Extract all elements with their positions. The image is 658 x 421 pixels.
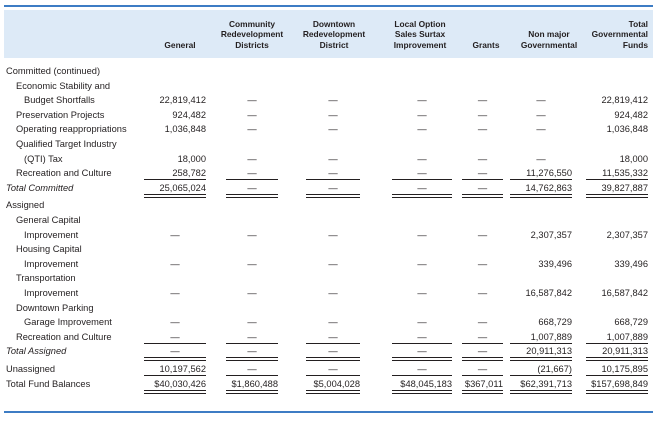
header-downtown: Downtown Redevelopment District bbox=[302, 18, 366, 50]
table-row bbox=[0, 198, 658, 212]
table-row bbox=[0, 242, 658, 256]
cell-local: — bbox=[417, 364, 427, 374]
cell-general: — bbox=[170, 258, 180, 269]
row-label: Improvement bbox=[24, 258, 79, 269]
cell-cra: — bbox=[247, 124, 257, 135]
top-rule bbox=[4, 5, 653, 7]
table-row bbox=[0, 301, 658, 315]
cell-cra: — bbox=[247, 168, 257, 179]
table-row bbox=[0, 93, 658, 107]
cell-total: 339,496 bbox=[614, 258, 648, 269]
cell-general: 18,000 bbox=[177, 153, 206, 164]
table-row bbox=[0, 122, 658, 136]
cell-local: — bbox=[417, 317, 427, 328]
table-row bbox=[0, 257, 658, 271]
row-label: Economic Stability and bbox=[16, 80, 111, 91]
cell-local: — bbox=[417, 331, 427, 342]
row-label: (QTI) Tax bbox=[24, 153, 63, 164]
cell-local: — bbox=[417, 229, 427, 240]
cell-total: 1,036,848 bbox=[606, 124, 648, 135]
double-underline bbox=[510, 390, 572, 394]
cell-downtown: — bbox=[328, 288, 338, 298]
cell-local: — bbox=[417, 124, 427, 135]
cell-nonmajor: 20,911,313 bbox=[526, 346, 572, 357]
table-row bbox=[0, 286, 658, 300]
cell-general: 924,482 bbox=[172, 109, 206, 120]
table-row bbox=[0, 137, 658, 151]
table-row bbox=[0, 79, 658, 93]
cell-local: — bbox=[417, 346, 427, 357]
row-label: Total Fund Balances bbox=[6, 378, 91, 389]
cell-cra: — bbox=[247, 95, 257, 106]
double-underline bbox=[144, 390, 206, 394]
cell-cra: — bbox=[247, 229, 257, 240]
cell-grants: — bbox=[477, 109, 488, 120]
cell-local: — bbox=[417, 109, 427, 120]
cell-cra: — bbox=[247, 346, 257, 357]
cell-general: $40,030,426 bbox=[154, 378, 206, 389]
cell-grants: — bbox=[477, 317, 488, 328]
cell-total: 2,307,357 bbox=[606, 229, 648, 240]
table-row bbox=[0, 271, 658, 285]
double-underline bbox=[226, 390, 278, 394]
row-label: Transportation bbox=[16, 273, 76, 284]
header-grants: Grants bbox=[472, 39, 500, 50]
double-underline bbox=[392, 390, 452, 394]
double-underline bbox=[510, 194, 572, 198]
row-label: Assigned bbox=[6, 200, 45, 211]
cell-cra: — bbox=[247, 109, 257, 120]
table-row bbox=[0, 315, 658, 329]
column-header-band bbox=[4, 10, 653, 58]
table-row bbox=[0, 64, 658, 78]
double-underline bbox=[392, 194, 452, 198]
cell-nonmajor: 339,496 bbox=[538, 258, 572, 269]
cell-nonmajor: 2,307,357 bbox=[530, 229, 572, 240]
double-underline bbox=[392, 357, 452, 361]
double-underline bbox=[226, 194, 278, 198]
cell-cra: — bbox=[247, 364, 257, 374]
cell-total: 10,175,895 bbox=[601, 364, 648, 374]
cell-grants: — bbox=[477, 258, 488, 269]
double-underline bbox=[462, 357, 503, 361]
row-label: Recreation and Culture bbox=[16, 168, 112, 179]
cell-downtown: — bbox=[328, 364, 338, 374]
cell-cra: — bbox=[247, 288, 257, 298]
cell-downtown: — bbox=[328, 229, 338, 240]
cell-cra: $1,860,488 bbox=[231, 378, 278, 389]
cell-downtown: $5,004,028 bbox=[313, 378, 360, 389]
cell-downtown: — bbox=[328, 182, 338, 193]
cell-nonmajor: 668,729 bbox=[538, 317, 572, 328]
row-label: Garage Improvement bbox=[24, 317, 112, 328]
cell-nonmajor: — bbox=[536, 124, 546, 135]
cell-downtown: — bbox=[328, 168, 338, 179]
double-underline bbox=[306, 357, 360, 361]
double-underline bbox=[586, 390, 648, 394]
cell-total: $157,698,849 bbox=[591, 378, 648, 389]
cell-total: 1,007,889 bbox=[606, 331, 648, 342]
table-row bbox=[0, 213, 658, 227]
cell-downtown: — bbox=[328, 317, 338, 328]
cell-local: — bbox=[417, 182, 427, 193]
cell-total: 39,827,887 bbox=[601, 182, 648, 193]
cell-general: — bbox=[170, 317, 180, 328]
double-underline bbox=[306, 194, 360, 198]
cell-downtown: — bbox=[328, 331, 338, 342]
cell-grants: — bbox=[477, 229, 488, 240]
cell-grants: — bbox=[477, 182, 488, 193]
row-label: Recreation and Culture bbox=[16, 331, 112, 342]
cell-total: 11,535,332 bbox=[602, 168, 648, 179]
row-label: Housing Capital bbox=[16, 244, 82, 255]
row-label: Improvement bbox=[24, 229, 79, 240]
cell-general: — bbox=[170, 346, 180, 357]
row-label: Qualified Target Industry bbox=[16, 139, 117, 149]
cell-total: 22,819,412 bbox=[601, 95, 648, 106]
table-row bbox=[0, 377, 658, 391]
cell-general: 22,819,412 bbox=[159, 95, 206, 106]
table-row bbox=[0, 344, 658, 358]
cell-downtown: — bbox=[328, 153, 338, 164]
header-general: General bbox=[164, 39, 196, 50]
cell-general: 25,065,024 bbox=[159, 182, 206, 193]
cell-general: — bbox=[170, 331, 180, 342]
row-label: Unassigned bbox=[6, 364, 56, 374]
cell-nonmajor: — bbox=[536, 95, 546, 106]
double-underline bbox=[144, 194, 206, 198]
cell-grants: — bbox=[477, 331, 488, 342]
cell-cra: — bbox=[247, 331, 257, 342]
cell-downtown: — bbox=[328, 258, 338, 269]
cell-nonmajor: $62,391,713 bbox=[520, 378, 572, 389]
cell-total: 668,729 bbox=[614, 317, 648, 328]
row-label: Preservation Projects bbox=[16, 109, 105, 120]
cell-nonmajor: (21,667) bbox=[537, 364, 572, 374]
row-label: Operating reappropriations bbox=[16, 124, 127, 135]
double-underline bbox=[510, 357, 572, 361]
cell-nonmajor: 14,762,863 bbox=[525, 182, 572, 193]
cell-total: 16,587,842 bbox=[601, 288, 648, 298]
bottom-rule bbox=[4, 411, 653, 413]
cell-general: — bbox=[170, 229, 180, 240]
cell-cra: — bbox=[247, 182, 257, 193]
cell-general: 10,197,562 bbox=[159, 364, 206, 374]
cell-cra: — bbox=[247, 317, 257, 328]
double-underline bbox=[144, 357, 206, 361]
table-row bbox=[0, 228, 658, 242]
table-row bbox=[0, 108, 658, 122]
cell-grants: — bbox=[477, 124, 488, 135]
row-label: Improvement bbox=[24, 288, 79, 298]
cell-local: $48,045,183 bbox=[400, 378, 452, 389]
cell-grants: — bbox=[477, 168, 488, 179]
cell-downtown: — bbox=[328, 95, 338, 106]
cell-total: 924,482 bbox=[614, 109, 648, 120]
cell-nonmajor: — bbox=[536, 153, 546, 164]
cell-grants: — bbox=[477, 364, 488, 374]
cell-local: — bbox=[417, 95, 427, 106]
cell-nonmajor: 16,587,842 bbox=[525, 288, 572, 298]
row-label: Downtown Parking bbox=[16, 302, 94, 313]
header-cra: Community Redevelopment Districts bbox=[220, 18, 284, 50]
double-underline bbox=[226, 357, 278, 361]
table-row bbox=[0, 181, 658, 195]
cell-grants: — bbox=[477, 346, 488, 357]
cell-local: — bbox=[417, 288, 427, 298]
cell-general: — bbox=[170, 288, 180, 298]
cell-nonmajor: 1,007,889 bbox=[530, 331, 572, 342]
double-underline bbox=[306, 390, 360, 394]
row-label: Budget Shortfalls bbox=[24, 95, 95, 106]
cell-general: 1,036,848 bbox=[164, 124, 206, 135]
table-row bbox=[0, 362, 658, 376]
header-local: Local Option Sales Surtax Improvement bbox=[393, 18, 447, 50]
cell-downtown: — bbox=[328, 346, 338, 357]
table-row bbox=[0, 166, 658, 180]
table-row bbox=[0, 330, 658, 344]
cell-nonmajor: — bbox=[536, 109, 546, 120]
cell-local: — bbox=[417, 168, 427, 179]
cell-downtown: — bbox=[328, 109, 338, 120]
header-nonmajor: Non major Governmental bbox=[520, 29, 578, 50]
header-total: Total Governmental Funds bbox=[591, 18, 648, 50]
double-underline bbox=[586, 194, 648, 198]
row-label: Total Committed bbox=[6, 182, 74, 193]
table-row bbox=[0, 152, 658, 166]
cell-cra: — bbox=[247, 258, 257, 269]
row-label: Total Assigned bbox=[6, 346, 67, 357]
cell-grants: — bbox=[477, 153, 488, 164]
cell-total: 18,000 bbox=[619, 153, 648, 164]
double-underline bbox=[586, 357, 648, 361]
cell-cra: — bbox=[247, 153, 257, 164]
double-underline bbox=[462, 194, 503, 198]
cell-grants: — bbox=[477, 95, 488, 106]
cell-local: — bbox=[417, 153, 427, 164]
cell-grants: $367,011 bbox=[464, 378, 503, 389]
row-label: General Capital bbox=[16, 215, 81, 225]
cell-grants: — bbox=[477, 288, 488, 298]
double-underline bbox=[462, 390, 503, 394]
cell-general: 258,782 bbox=[172, 168, 206, 179]
cell-nonmajor: 11,276,550 bbox=[526, 168, 572, 179]
cell-total: 20,911,313 bbox=[602, 346, 648, 357]
cell-local: — bbox=[417, 258, 427, 269]
row-label: Committed (continued) bbox=[6, 66, 101, 76]
cell-downtown: — bbox=[328, 124, 338, 135]
